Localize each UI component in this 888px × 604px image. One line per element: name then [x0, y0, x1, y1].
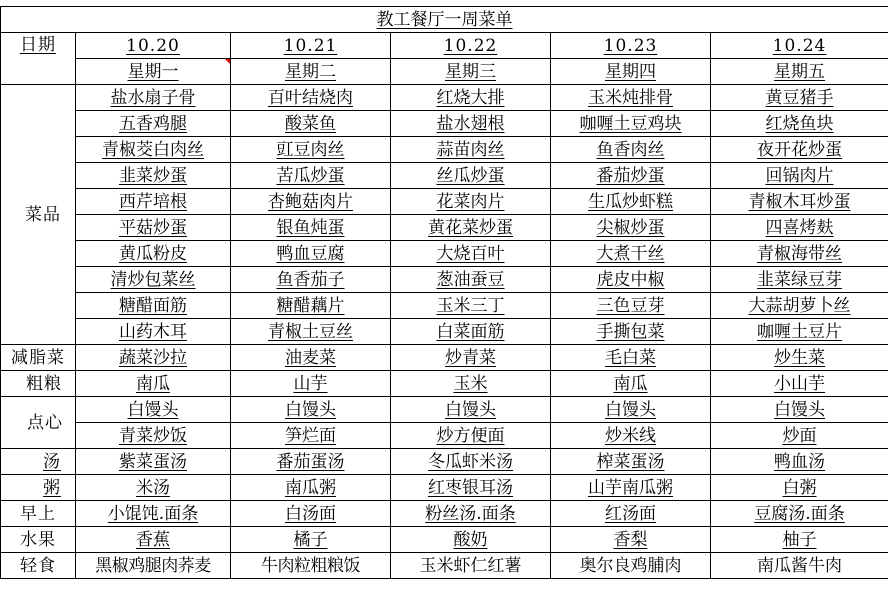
light-meal-label: 轻食 [1, 553, 76, 579]
dish-cell: 玉米炖排骨 [551, 85, 711, 111]
weekday-cell: 星期三 [391, 59, 551, 85]
porridge-row [1, 475, 888, 501]
dish-cell: 酸菜鱼 [231, 111, 391, 137]
dish-row [1, 137, 888, 163]
breakfast-row [1, 501, 888, 527]
dish-cell: 红烧大排 [391, 85, 551, 111]
dish-cell: 盐水翅根 [391, 111, 551, 137]
dish-cell: 南瓜 [76, 371, 231, 397]
dish-row [1, 163, 888, 189]
dish-cell: 榨菜蛋汤 [551, 449, 711, 475]
dish-cell: 五香鸡腿 [76, 111, 231, 137]
dish-cell: 杏鲍菇肉片 [231, 189, 391, 215]
dish-cell: 清炒包菜丝 [76, 267, 231, 293]
weekday-row [1, 59, 888, 85]
dish-cell: 紫菜蛋汤 [76, 449, 231, 475]
fruit-label: 水果 [1, 527, 76, 553]
dish-cell: 白菜面筋 [391, 319, 551, 345]
dish-cell: 大蒜胡萝卜丝 [711, 293, 888, 319]
dish-cell: 山药木耳 [76, 319, 231, 345]
dish-cell: 油麦菜 [231, 345, 391, 371]
dish-cell: 番茄炒蛋 [551, 163, 711, 189]
dish-cell: 奥尔良鸡脯肉 [551, 553, 711, 579]
breakfast-label: 早上 [1, 501, 76, 527]
title-row [1, 7, 888, 33]
date-row [1, 33, 888, 59]
dish-cell: 冬瓜虾米汤 [391, 449, 551, 475]
comment-marker [225, 59, 230, 64]
dish-cell: 炒方便面 [391, 423, 551, 449]
dish-cell: 三色豆芽 [551, 293, 711, 319]
dish-cell: 红枣银耳汤 [391, 475, 551, 501]
date-label-cell [1, 33, 76, 85]
dish-cell: 青椒茭白肉丝 [76, 137, 231, 163]
dish-cell: 毛白菜 [551, 345, 711, 371]
porridge-label: 粥 [1, 475, 76, 501]
dish-cell: 咖喱土豆片 [711, 319, 888, 345]
dish-cell: 葱油蚕豆 [391, 267, 551, 293]
dish-cell: 豆腐汤.面条 [711, 501, 888, 527]
dish-cell: 丝瓜炒蛋 [391, 163, 551, 189]
dish-cell: 鸭血汤 [711, 449, 888, 475]
weekday-cell: 星期四 [551, 59, 711, 85]
dish-row [1, 319, 888, 345]
date-cell: 10.20 [76, 33, 231, 59]
snack-row [1, 397, 888, 423]
dish-cell: 红烧鱼块 [711, 111, 888, 137]
dish-cell: 红汤面 [551, 501, 711, 527]
dish-cell: 炒米线 [551, 423, 711, 449]
soup-label: 汤 [1, 449, 76, 475]
menu-title-cell [1, 7, 888, 33]
dish-cell: 韭菜绿豆芽 [711, 267, 888, 293]
dish-cell: 玉米虾仁红薯 [391, 553, 551, 579]
dish-cell: 炒生菜 [711, 345, 888, 371]
dish-cell: 山芋 [231, 371, 391, 397]
dish-row [1, 293, 888, 319]
dish-cell: 黄瓜粉皮 [76, 241, 231, 267]
dish-cell: 黄豆猪手 [711, 85, 888, 111]
dish-cell: 香梨 [551, 527, 711, 553]
dish-cell: 白粥 [711, 475, 888, 501]
dish-cell: 炒面 [711, 423, 888, 449]
low-fat-label: 减脂菜 [1, 345, 76, 371]
dish-cell: 生瓜炒虾糕 [551, 189, 711, 215]
dish-cell: 白馒头 [231, 397, 391, 423]
dish-cell: 手撕包菜 [551, 319, 711, 345]
date-cell: 10.21 [231, 33, 391, 59]
dish-cell: 黄花菜炒蛋 [391, 215, 551, 241]
dish-row [1, 241, 888, 267]
dish-cell: 韭菜炒蛋 [76, 163, 231, 189]
dish-cell: 笋烂面 [231, 423, 391, 449]
low-fat-row [1, 345, 888, 371]
date-cell: 10.23 [551, 33, 711, 59]
dish-row [1, 267, 888, 293]
coarse-grain-row [1, 371, 888, 397]
dish-cell: 夜开花炒蛋 [711, 137, 888, 163]
dish-cell: 山芋南瓜粥 [551, 475, 711, 501]
weekday-cell: 星期一 [76, 59, 231, 85]
dish-cell: 四喜烤麸 [711, 215, 888, 241]
dish-cell: 南瓜粥 [231, 475, 391, 501]
dish-cell: 白馒头 [551, 397, 711, 423]
dish-cell: 鱼香肉丝 [551, 137, 711, 163]
snack-label: 点心 [1, 397, 76, 449]
dish-row [1, 85, 888, 111]
dish-cell: 糖醋面筋 [76, 293, 231, 319]
dish-category-label: 菜品 [1, 85, 76, 345]
dish-cell: 白馒头 [391, 397, 551, 423]
dish-row [1, 111, 888, 137]
dish-cell: 糖醋藕片 [231, 293, 391, 319]
dish-cell: 蔬菜沙拉 [76, 345, 231, 371]
dish-cell: 回锅肉片 [711, 163, 888, 189]
dish-cell: 白馒头 [76, 397, 231, 423]
fruit-row [1, 527, 888, 553]
snack-row [1, 423, 888, 449]
dish-cell: 牛肉粒粗粮饭 [231, 553, 391, 579]
weekday-cell: 星期二 [231, 59, 391, 85]
dish-cell: 青椒土豆丝 [231, 319, 391, 345]
light-meal-row [1, 553, 888, 579]
dish-cell: 米汤 [76, 475, 231, 501]
date-label: 日期 [20, 35, 56, 55]
dish-cell: 白汤面 [231, 501, 391, 527]
dish-cell: 青菜炒饭 [76, 423, 231, 449]
dish-cell: 大烧百叶 [391, 241, 551, 267]
dish-cell: 青椒木耳炒蛋 [711, 189, 888, 215]
dish-cell: 蒜苗肉丝 [391, 137, 551, 163]
dish-cell: 南瓜酱牛肉 [711, 553, 888, 579]
coarse-grain-label: 粗粮 [1, 371, 76, 397]
dish-cell: 虎皮中椒 [551, 267, 711, 293]
dish-cell: 炒青菜 [391, 345, 551, 371]
dish-cell: 尖椒炒蛋 [551, 215, 711, 241]
dish-cell: 玉米 [391, 371, 551, 397]
dish-cell: 粉丝汤.面条 [391, 501, 551, 527]
dish-cell: 大煮干丝 [551, 241, 711, 267]
dish-cell: 咖喱土豆鸡块 [551, 111, 711, 137]
dish-row [1, 215, 888, 241]
dish-cell: 西芹培根 [76, 189, 231, 215]
dish-cell: 花菜肉片 [391, 189, 551, 215]
dish-cell: 银鱼炖蛋 [231, 215, 391, 241]
menu-title: 教工餐厅一周菜单 [376, 9, 513, 30]
dish-cell: 番茄蛋汤 [231, 449, 391, 475]
soup-row [1, 449, 888, 475]
dish-cell: 鸭血豆腐 [231, 241, 391, 267]
dish-cell: 鱼香茄子 [231, 267, 391, 293]
dish-cell: 小山芋 [711, 371, 888, 397]
dish-cell: 盐水扇子骨 [76, 85, 231, 111]
dish-cell: 青椒海带丝 [711, 241, 888, 267]
dish-cell: 苦瓜炒蛋 [231, 163, 391, 189]
dish-cell: 南瓜 [551, 371, 711, 397]
dish-cell: 百叶结烧肉 [231, 85, 391, 111]
dish-cell: 柚子 [711, 527, 888, 553]
weekday-cell: 星期五 [711, 59, 888, 85]
dish-cell: 豇豆肉丝 [231, 137, 391, 163]
weekly-menu-table [0, 6, 888, 579]
dish-cell: 黑椒鸡腿肉荞麦 [76, 553, 231, 579]
dish-cell: 白馒头 [711, 397, 888, 423]
dish-cell: 酸奶 [391, 527, 551, 553]
date-cell: 10.24 [711, 33, 888, 59]
dish-cell: 玉米三丁 [391, 293, 551, 319]
dish-cell: 小馄饨.面条 [76, 501, 231, 527]
dish-cell: 橘子 [231, 527, 391, 553]
dish-cell: 香蕉 [76, 527, 231, 553]
date-cell: 10.22 [391, 33, 551, 59]
dish-cell: 平菇炒蛋 [76, 215, 231, 241]
dish-row [1, 189, 888, 215]
